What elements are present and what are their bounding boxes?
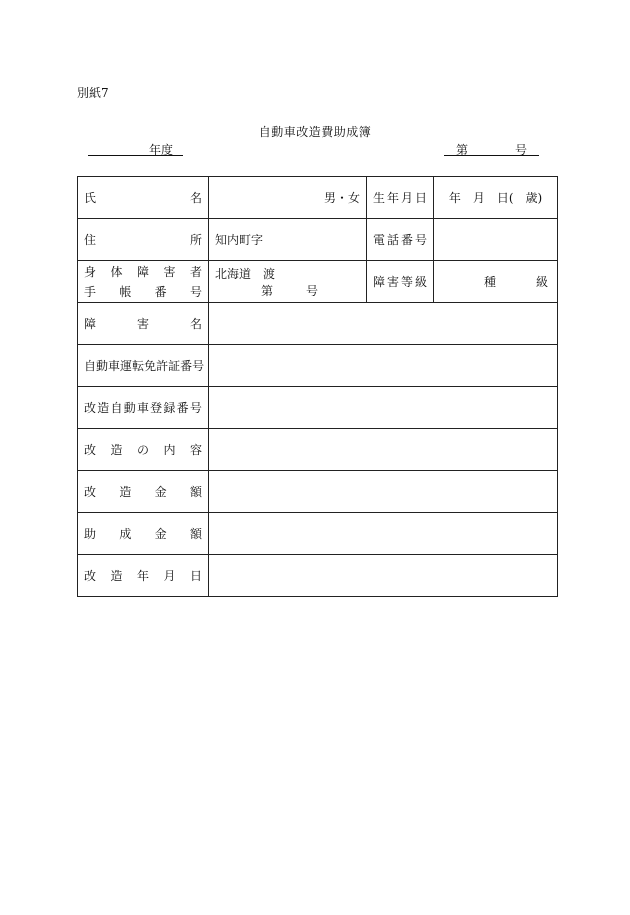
- subsidy-value-cell[interactable]: [209, 513, 558, 555]
- page-title: 自動車改造費助成簿: [258, 125, 372, 139]
- grade-label-cell: [367, 261, 434, 303]
- fiscal-year-label: 年度: [148, 143, 173, 157]
- content-label: 改 造 の 内 容: [84, 443, 202, 457]
- address-label: 住 所: [84, 233, 202, 247]
- sex-choice[interactable]: 男・女: [323, 191, 360, 205]
- birth-value-cell[interactable]: [434, 177, 558, 219]
- license-label: 自 動 車 運 転 免 許 証 番 号: [84, 359, 205, 373]
- registration-value-cell[interactable]: [209, 387, 558, 429]
- date-label: 改 造 年 月 日: [84, 569, 202, 583]
- disability-name-label-cell: [78, 303, 209, 345]
- amount-value-cell[interactable]: [209, 471, 558, 513]
- content-label-cell: [78, 429, 209, 471]
- grade-value-cell[interactable]: [434, 261, 558, 303]
- address-label-cell: [78, 219, 209, 261]
- table-row-license: [78, 345, 558, 387]
- content-value-cell[interactable]: [209, 429, 558, 471]
- table-row-address: [78, 219, 558, 261]
- license-label-cell: [78, 345, 209, 387]
- handbook-value-cell[interactable]: [209, 261, 367, 303]
- subsidy-label-cell: [78, 513, 209, 555]
- phone-label: 電 話 番 号: [373, 233, 427, 247]
- table-row-date: [78, 555, 558, 597]
- table-row-amount: [78, 471, 558, 513]
- table-row-name: [78, 177, 558, 219]
- annex-label: 別紙7: [77, 86, 109, 100]
- grade-value: 種 級: [484, 275, 548, 289]
- license-value-cell[interactable]: [209, 345, 558, 387]
- disability-name-value-cell[interactable]: [209, 303, 558, 345]
- table-row-handbook: [78, 261, 558, 303]
- date-value-cell[interactable]: [209, 555, 558, 597]
- table-row-disability-name: [78, 303, 558, 345]
- birth-value: 年 月 日( 歳): [448, 191, 543, 205]
- address-value: 知内町字: [215, 233, 264, 247]
- subsidy-register-table: [77, 176, 558, 597]
- disability-name-label: 障 害 名: [84, 317, 202, 331]
- name-label-cell: [78, 177, 209, 219]
- fiscal-year-field[interactable]: [88, 141, 183, 156]
- grade-label: 障 害 等 級: [373, 275, 427, 289]
- registration-label-cell: [78, 387, 209, 429]
- register-number-dai: 第: [456, 143, 469, 157]
- amount-label: 改 造 金 額: [84, 485, 202, 499]
- register-number-go: 号: [514, 143, 527, 157]
- table-row-content: [78, 429, 558, 471]
- amount-label-cell: [78, 471, 209, 513]
- phone-label-cell: [367, 219, 434, 261]
- table-row-subsidy: [78, 513, 558, 555]
- handbook-prefecture: 北海道 渡: [215, 266, 276, 281]
- handbook-label-cell: [78, 261, 209, 303]
- date-label-cell: [78, 555, 209, 597]
- handbook-label: 身 体 障 害 者 手 帳 番 号: [84, 265, 202, 299]
- birth-label: 生 年 月 日: [373, 191, 427, 205]
- address-value-cell[interactable]: [209, 219, 367, 261]
- register-number-field[interactable]: [444, 141, 539, 156]
- phone-value-cell[interactable]: [434, 219, 558, 261]
- subsidy-label: 助 成 金 額: [84, 527, 202, 541]
- table-row-registration: [78, 387, 558, 429]
- registration-label: 改 造 自 動 車 登 録 番 号: [84, 401, 202, 415]
- name-value-cell[interactable]: [209, 177, 367, 219]
- birth-label-cell: [367, 177, 434, 219]
- handbook-number: 第 号: [261, 283, 318, 298]
- name-label: 氏 名: [84, 191, 202, 205]
